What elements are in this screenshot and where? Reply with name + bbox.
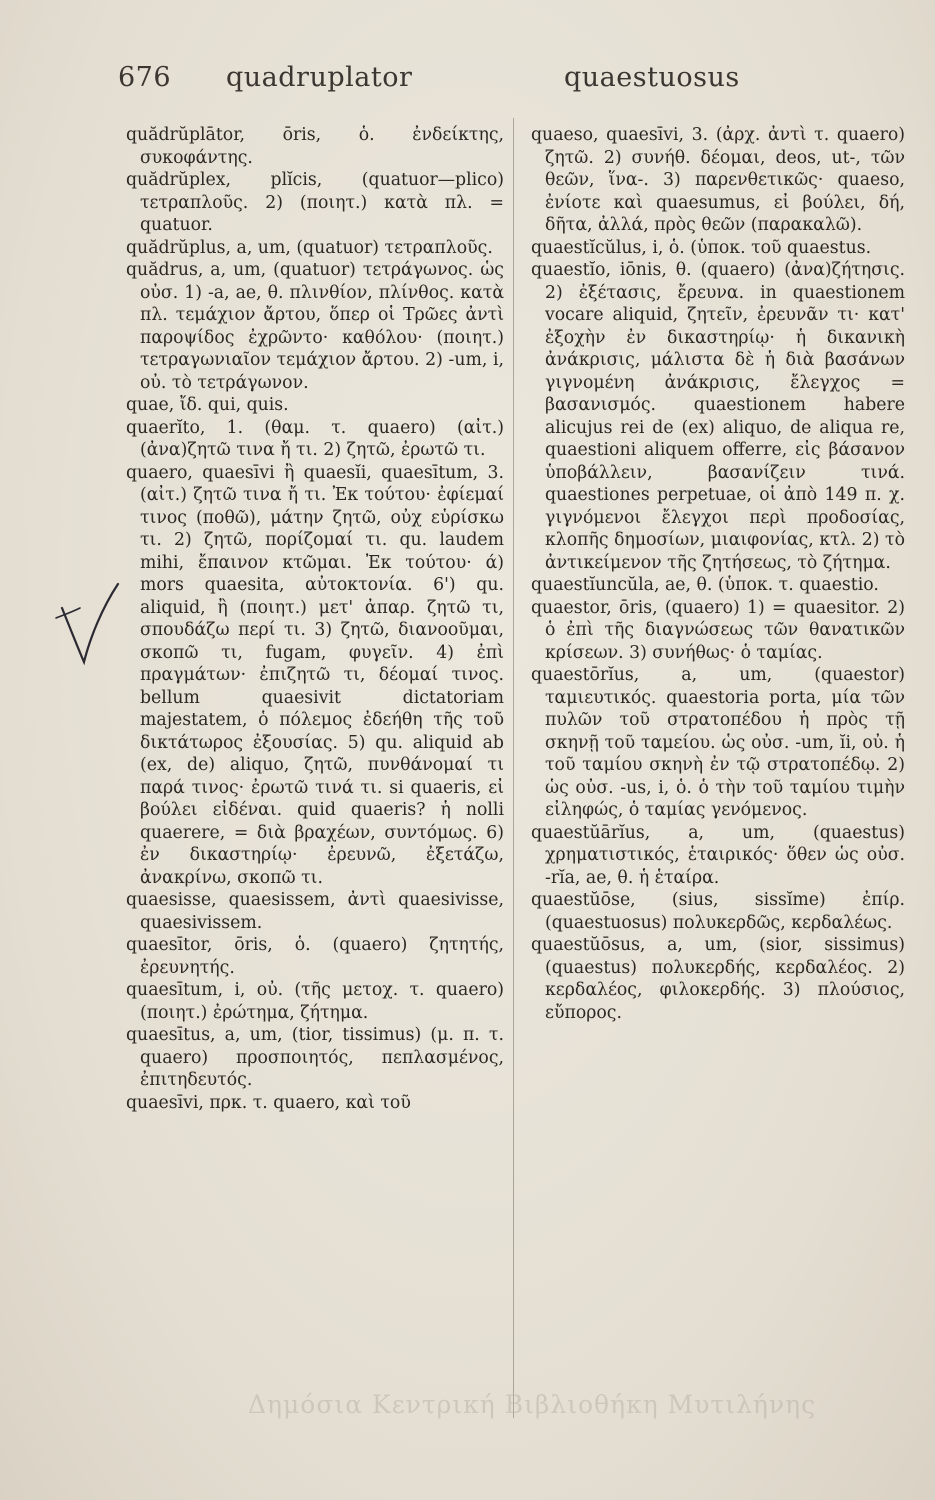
column-divider [513, 118, 514, 1418]
entry-quaesticulus: quaestĭcŭlus, i, ὁ. (ὑποκ. τοῦ quaestus. [531, 237, 872, 258]
header-last-headword: quaestuosus [564, 62, 740, 93]
entry-quaestiuncula: quaestĭuncŭla, ae, θ. (ὑποκ. τ. quaestio. [531, 575, 879, 595]
entry-quaeso: quaeso, quaesīvi, 3. (ἀρχ. ἀντὶ τ. quaero) ζητῶ. 2) συνήθ. δέομαι, deos, ut-, τῶν θεῶν, ἵνα-. 3) παρενθετικῶς· quaeso, ἐνίοτε καὶ quaesumus, εἰ βούλει, δή, δῆτα, ἀλλά, πρὸς θεῶν (παρακαλῶ). [531, 125, 905, 235]
running-header [118, 62, 818, 102]
library-watermark: Δημόσια Κεντρική Βιβλιοθήκη Μυτιλήνης [248, 1390, 817, 1419]
entry-quaesivi: quaesīvi, πρκ. τ. quaero, καὶ τοῦ [126, 1092, 411, 1113]
right-column [531, 124, 905, 1024]
entry-quaerito: quaerĭto, 1. (θαμ. τ. quaero) (αἰτ.) (ἀνα)ζητῶ τινα ἤ τι. 2) ζητῶ, ἐρωτῶ τι. [126, 417, 504, 460]
entry-quaestio: quaestĭo, iōnis, θ. (quaero) (ἀνα)ζήτησις. 2) ἐξέτασις, ἔρευνα. in quaestionem vocare aliquid, ζητεῖν, ἐρευνᾶν τι· κατ' ἐξοχὴν ἐν δικαστηρίῳ· ἡ δικανικὴ ἀνάκρισις, μάλιστα δὲ ἡ διὰ βασάνων γιγνομένη ἀνάκρισις, ἔλεγχος = βασανισμός. quaestionem habere alicujus rei de (ex) aliquo, de aliqua re, quaestioni aliquem offerre, εἰς βάσανον ὑποβάλλειν, βασανίζειν τινά. quaestiones perpetuae, οἱ ἀπὸ 149 π. χ. γιγνόμενοι ἔλεγχοι περὶ προδοσίας, κλοπῆς δημοσίων, μιαιφονίας, κτλ. 2) τὸ ἀντικείμενον τῆς ζητήσεως, τὸ ζήτημα. [531, 260, 905, 573]
entry-quadruplus: quădrŭplus, a, um, (quatuor) τετραπλοῦς. [126, 237, 493, 258]
entry-quadrus: quădrus, a, um, (quatuor) τετράγωνος. ὡς οὐσ. 1) -a, ae, θ. πλινθίον, πλίνθος. κατὰ πλ. τεμάχιον ἄρτου, ὅπερ οἱ Τρῶες ἀντὶ παροψίδος ἐχρῶντο· καθόλου· (ποιητ.) τετραγωνιαῖον τεμάχιον ἄρτου. 2) -um, i, οὐ. τὸ τετράγωνον. [126, 260, 504, 393]
entry-quae: quae, ἴδ. qui, quis. [126, 395, 289, 415]
entry-quaesitus: quaesītus, a, um, (tior, tissimus) (μ. π. τ. quaero) προσποιητός, πεπλασμένος, ἐπιτηδευτός. [126, 1025, 504, 1090]
header-first-headword: quadruplator [226, 62, 413, 93]
page-number: 676 [118, 62, 172, 93]
left-column [126, 124, 504, 1114]
entry-quadruplex: quădrŭplex, plĭcis, (quatuor—plico) τετραπλοῦς. 2) (ποιητ.) κατὰ πλ. = quatuor. [126, 170, 504, 235]
handwritten-check-mark [52, 578, 122, 668]
entry-quadruplator: quădrŭplātor, ōris, ὁ. ἐνδείκτης, συκοφάντης. [126, 125, 504, 168]
entry-quaestuarius: quaestŭārĭus, a, um, (quaestus) χρηματιστικός, ἑταιρικός· ὅθεν ὡς οὐσ. -rĭa, ae, θ. ἡ ἑταίρα. [531, 822, 905, 888]
entry-quaestor: quaestor, ōris, (quaero) 1) = quaesitor. 2) ὁ ἐπὶ τῆς διαγνώσεως τῶν θανατικῶν κρίσεων. 3) συνήθως· ὁ ταμίας. [531, 597, 905, 663]
entry-quaesitor: quaesītor, ōris, ὁ. (quaero) ζητητής, ἐρευνητής. [126, 935, 504, 978]
entry-quaesitum: quaesītum, i, οὐ. (τῆς μετοχ. τ. quaero) (ποιητ.) ἐρώτημα, ζήτημα. [126, 980, 504, 1023]
entry-quaestuosus: quaestŭōsus, a, um, (sior, sissimus) (quaestus) πολυκερδής, κερδαλέος. 2) κερδαλέος, φιλοκερδής. 3) πλούσιος, εὔπορος. [531, 935, 905, 1023]
entry-quaestuose: quaestŭōse, (sius, sissĭme) ἐπίρ. (quaestuosus) πολυκερδῶς, κερδαλέως. [531, 890, 905, 933]
entry-quaestorius: quaestōrĭus, a, um, (quaestor) ταμιευτικός. quaestoria porta, μία τῶν πυλῶν τοῦ στρατοπέδου ἡ πρὸς τῇ σκηνῇ τοῦ ταμείου. ὡς οὐσ. -um, ĭi, οὐ. ἡ τοῦ ταμίου σκηνὴ ἐν τῷ στρατοπέδῳ. 2) ὡς οὐσ. -us, i, ὁ. ὁ τὴν τοῦ ταμίου τιμὴν εἰληφώς, ὁ ταμίας γενόμενος. [531, 665, 905, 820]
entry-quaero: quaero, quaesīvi ἢ quaesĭi, quaesītum, 3. (αἰτ.) ζητῶ τινα ἤ τι. Ἐκ τούτου· ἐφίεμαί τινος (ποθῶ), μάτην ζητῶ, οὐχ εὑρίσκω τι. 2) ζητῶ, πορίζομαί τι. qu. laudem mihi, ἔπαινον κτῶμαι. Ἐκ τούτου· ά) mors quaesita, αὐτοκτονία. 6') qu. aliquid, ἢ (ποιητ.) μετ' ἀπαρ. ζητῶ τι, σπουδάζω περί τι. 3) ζητῶ, διανοοῦμαι, σκοπῶ τι, fugam, φυγεῖν. 4) ἐπὶ πραγμάτων· ἐπιζητῶ τι, δέομαί τινος. bellum quaesivit dictatoriam majestatem, ὁ πόλεμος ἐδεήθη τῆς τοῦ δικτάτωρος ἐξουσίας. 5) qu. aliquid ab (ex, de) aliquo, ζητῶ, πυνθάνομαί τι παρά τινος· ἐρωτῶ τινά τι. si quaeris, εἰ βούλει εἰδέναι. quid quaeris? ἡ nolli quaerere, = διὰ βραχέων, συντόμως. 6) ἐν δικαστηρίῳ· ἐρευνῶ, ἐξετάζω, ἀνακρίνω, σκοπῶ τι. [126, 462, 504, 888]
entry-quaesisse: quaesisse, quaesissem, ἀντὶ quaesivisse, quaesivissem. [126, 890, 504, 933]
